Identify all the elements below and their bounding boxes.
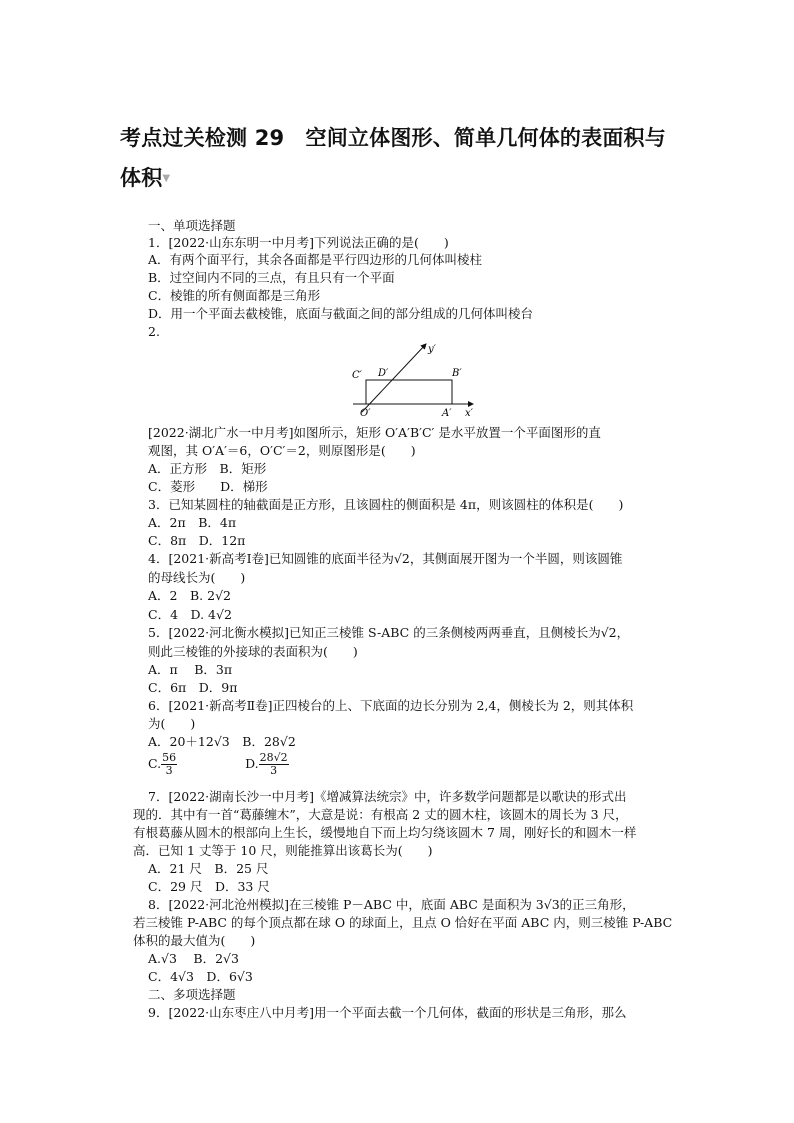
q1-option-b: B．过空间内不同的三点，有且只有一个平面 (148, 270, 395, 285)
rectangle-oabc (366, 380, 452, 404)
q3-options-ab: A．2π B．4π (148, 515, 237, 530)
q7-line-1: 7．[2022·湖南长沙一中月考]《增减算法统宗》中，许多数学问题都是以歌诀的形式出 (148, 789, 627, 804)
q8-options-ab: A.√3 B．2√3 (148, 951, 239, 966)
section-multiple-choice: 二、多项选择题 (148, 987, 236, 1002)
q3-stem: 3．已知某圆柱的轴截面是正方形，且该圆柱的侧面积是 4π，则该圆柱的体积是( ) (148, 497, 624, 512)
label-x: x′ (465, 408, 473, 419)
q6-d-denominator: 3 (270, 764, 278, 777)
q8-line-3: 体积的最大值为( ) (133, 933, 256, 948)
q9-line-1: 9．[2022·山东枣庄八中月考]用一个平面去截一个几何体，截面的形状是三角形，那么 (148, 1005, 627, 1020)
q7-options-cd: C．29 尺 D．33 尺 (148, 879, 270, 894)
page-title (120, 118, 680, 199)
q1-option-a: A．有两个面平行，其余各面都是平行四边形的几何体叫棱柱 (148, 252, 483, 267)
label-y: y′ (428, 344, 436, 355)
q6-c-numerator: 56 (162, 751, 177, 764)
q2-stem-2: 观图，其 O′A′＝6，O′C′＝2，则原图形是( ) (148, 443, 416, 458)
q8-options-cd: C．4√3 D．6√3 (148, 969, 253, 984)
q4-options-ab: A．2 B. 2√2 (148, 588, 231, 603)
q4-options-cd: C．4 D. 4√2 (148, 607, 232, 622)
q5-stem-2: 则此三棱锥的外接球的表面积为( ) (148, 644, 358, 659)
q1-stem: 1．[2022·山东东明一中月考]下列说法正确的是( ) (148, 235, 449, 250)
q2-options-cd: C．菱形 D．梯形 (148, 479, 268, 494)
q2-number: 2. (148, 324, 160, 339)
q6-option-c-label: C. (148, 756, 162, 771)
q5-stem-1: 5．[2022·河北衡水模拟]已知正三棱锥 S-ABC 的三条侧棱两两垂直，且侧棱长为√2， (148, 625, 630, 640)
label-b: B′ (452, 368, 462, 379)
q7-line-2: 现的．其中有一首“葛藤缠木”，大意是说：有根高 2 丈的圆木柱，该圆木的周长为 3 尺， (133, 807, 628, 822)
collapse-triangle-icon[interactable]: ▼ (162, 173, 171, 184)
q4-stem-1: 4．[2021·新高考Ⅰ卷]已知圆锥的底面半径为√2，其侧面展开图为一个半圆，则该圆锥 (148, 551, 623, 566)
q6-options-ab: A．20＋12√3 B．28√2 (148, 734, 296, 749)
q7-line-4: 高．已知 1 丈等于 10 尺，则能推算出该葛长为( ) (133, 843, 433, 858)
q2-options-ab: A．正方形 B．矩形 (148, 461, 267, 476)
y-axis (362, 344, 426, 412)
q6-option-d-label: D. (245, 756, 259, 771)
q6-option-d-fraction (259, 752, 289, 777)
q6-options-cd (148, 752, 289, 777)
q6-d-numerator: 28√2 (259, 751, 288, 764)
q5-options-ab: A．π B．3π (148, 662, 233, 677)
section-single-choice: 一、单项选择题 (148, 218, 236, 233)
label-c: C′ (352, 370, 362, 381)
q7-options-ab: A．21 尺 B．25 尺 (148, 861, 269, 876)
q6-c-denominator: 3 (165, 764, 173, 777)
label-o: O′ (360, 408, 371, 419)
q1-option-c: C．棱锥的所有侧面都是三角形 (148, 288, 321, 303)
q3-options-cd: C．8π D．12π (148, 533, 246, 548)
q6-option-c-fraction (161, 752, 177, 777)
q2-stem-1: [2022·湖北广水一中月考]如图所示，矩形 O′A′B′C′ 是水平放置一个平面图形的直 (148, 425, 601, 440)
q2-rectangle-diagram (348, 340, 478, 420)
q8-line-1: 8．[2022·河北沧州模拟]在三棱锥 P－ABC 中，底面 ABC 是面积为 3√3的正三角形， (148, 897, 635, 912)
q6-stem-1: 6．[2021·新高考Ⅱ卷]正四棱台的上、下底面的边长分别为 2,4，侧棱长为 2，则其体积 (148, 698, 634, 713)
q6-stem-2: 为( ) (148, 716, 196, 731)
q1-option-d: D．用一个平面去截棱锥，底面与截面之间的部分组成的几何体叫棱台 (148, 306, 534, 321)
q4-stem-2: 的母线长为( ) (148, 570, 246, 585)
label-d: D′ (378, 368, 389, 379)
label-a: A′ (442, 408, 452, 419)
title-text: 考点过关检测 29 空间立体图形、简单几何体的表面积与体积 (120, 126, 666, 190)
q7-line-3: 有根葛藤从圆木的根部向上生长，缓慢地自下而上均匀绕该圆木 7 周，刚好长的和圆木一样 (133, 825, 637, 840)
q5-options-cd: C．6π D．9π (148, 680, 238, 695)
q8-line-2: 若三棱锥 P-ABC 的每个顶点都在球 O 的球面上，且点 O 恰好在平面 ABC 内，则三棱锥 P-ABC (133, 915, 673, 930)
